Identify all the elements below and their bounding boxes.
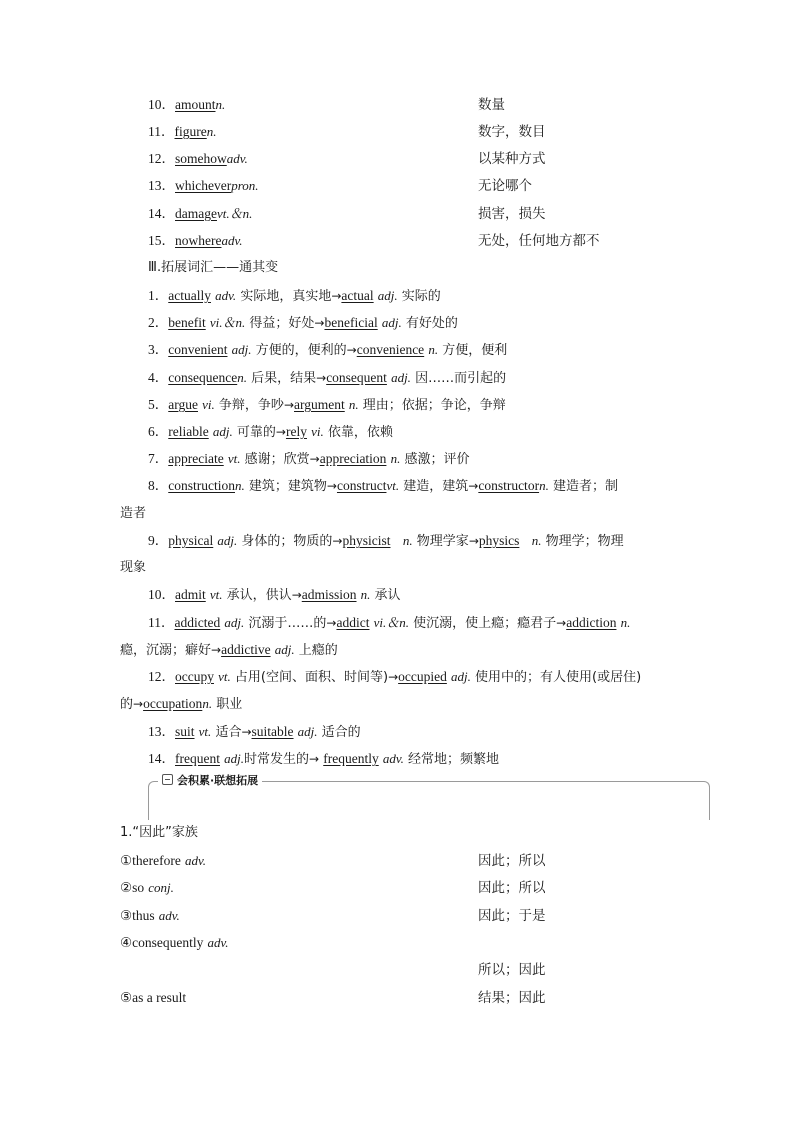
arrow-icon: → <box>332 534 343 548</box>
arrow-icon: → <box>241 725 252 739</box>
family-item: ②so conj. <box>120 880 174 895</box>
arrow-icon: → <box>331 289 342 303</box>
arrow-icon: → <box>346 343 357 357</box>
family-title: 1.“因此”家族 <box>120 825 198 840</box>
arrow-icon: → <box>326 616 337 630</box>
arrow-icon: → <box>556 616 567 630</box>
vocab-item: 12．somehowadv. <box>148 151 248 166</box>
family-meaning: 因此；所以 <box>478 853 546 869</box>
derivative-item: 9．physical adj. 身体的；物质的→physicist n. 物理学家→physics n. 物理学；物理 <box>148 533 624 549</box>
vocab-meaning: 数量 <box>478 97 505 113</box>
vocab-meaning: 无处，任何地方都不 <box>478 233 600 249</box>
arrow-icon: → <box>326 479 337 493</box>
family-item: ③thus adv. <box>120 908 180 923</box>
vocab-item: 10．amountn. <box>148 97 226 112</box>
vocab-item: 13．whicheverpron. <box>148 178 259 193</box>
derivative-item: 5．argue vi. 争辩，争吵→argument n. 理由；依据；争论，争辩 <box>148 397 506 413</box>
arrow-icon: → <box>314 316 325 330</box>
derivative-continuation: 现象 <box>120 560 147 575</box>
family-item: ⑤as a result <box>120 990 187 1005</box>
derivative-item: 6．reliable adj. 可靠的→rely vi. 依靠，依赖 <box>148 424 393 440</box>
family-meaning: 所以；因此 <box>478 962 546 978</box>
arrow-icon: → <box>309 752 320 766</box>
vocab-meaning: 以某种方式 <box>478 151 546 167</box>
derivative-item: 8．constructionn. 建筑；建筑物→constructvt. 建造，建筑→constructorn. 建造者；制 <box>148 478 618 494</box>
tip-box-title: 会积累·联想拓展 <box>158 773 262 789</box>
derivative-item: 3．convenient adj. 方便的，便利的→convenience n. 方便，便利 <box>148 342 508 358</box>
arrow-icon: → <box>316 371 327 385</box>
arrow-icon: → <box>275 425 286 439</box>
vocab-meaning: 无论哪个 <box>478 178 532 194</box>
derivative-continuation: 的→occupationn. 职业 <box>120 696 243 712</box>
vocab-meaning: 损害，损失 <box>478 206 546 222</box>
vocab-item: 14．damagevt.＆n. <box>148 206 253 221</box>
arrow-icon: → <box>211 643 222 657</box>
family-meaning: 因此；所以 <box>478 880 546 896</box>
vocab-item: 15．nowhereadv. <box>148 233 243 248</box>
family-meaning: 因此；于是 <box>478 908 546 924</box>
derivative-item: 11．addicted adj. 沉溺于……的→addict vi.＆n. 使沉溺，使上瘾；瘾君子→addiction n. <box>148 615 631 631</box>
family-meaning: 结果；因此 <box>478 990 546 1006</box>
derivative-item: 13．suit vt. 适合→suitable adj. 适合的 <box>148 724 361 740</box>
arrow-icon: → <box>291 588 302 602</box>
arrow-icon: → <box>468 479 479 493</box>
derivative-item: 14．frequent adj.时常发生的→ frequently adv. 经常地；频繁地 <box>148 751 500 767</box>
minus-square-icon <box>162 774 173 785</box>
derivative-item: 1．actually adv. 实际地，真实地→actual adj. 实际的 <box>148 288 441 304</box>
derivative-item: 12．occupy vt. 占用(空间、面积、时间等)→occupied adj. 使用中的；有人使用(或居住) <box>148 669 642 685</box>
derivative-continuation: 瘾，沉溺；癖好→addictive adj. 上瘾的 <box>120 642 338 658</box>
derivative-item: 10．admit vt. 承认，供认→admission n. 承认 <box>148 587 401 603</box>
vocab-meaning: 数字，数目 <box>478 124 546 140</box>
arrow-icon: → <box>388 670 399 684</box>
arrow-icon: → <box>468 534 479 548</box>
derivative-item: 7．appreciate vt. 感谢；欣赏→appreciation n. 感激；评价 <box>148 451 470 467</box>
derivative-item: 4．consequencen. 后果，结果→consequent adj. 因……而引起的 <box>148 370 507 386</box>
derivative-continuation: 造者 <box>120 506 147 521</box>
derivative-item: 2．benefit vi.＆n. 得益；好处→beneficial adj. 有好处的 <box>148 315 458 331</box>
arrow-icon: → <box>309 452 320 466</box>
section-heading: Ⅲ.拓展词汇——通其变 <box>148 260 279 275</box>
arrow-icon: → <box>283 398 294 412</box>
vocab-item: 11．figuren. <box>148 124 217 139</box>
family-item: ①therefore adv. <box>120 853 207 868</box>
family-item: ④consequently adv. <box>120 935 229 950</box>
arrow-icon: → <box>133 697 144 711</box>
